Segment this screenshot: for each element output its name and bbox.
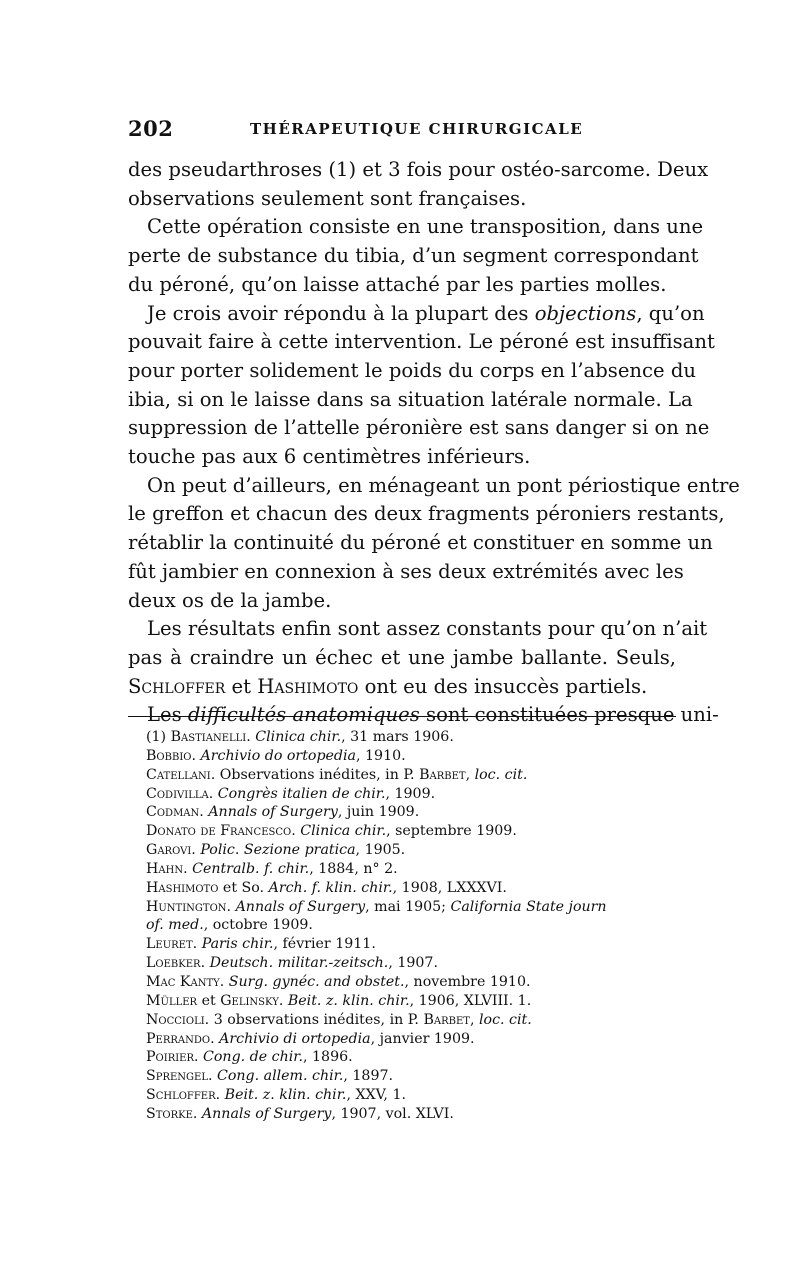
author-name: Schloffer <box>128 674 226 698</box>
text-fragment: 3 observations inédites, in P. <box>213 1011 424 1028</box>
footnote-entry <box>146 973 678 992</box>
text-line: touche pas aux 6 centimètres inférieurs. <box>128 445 531 469</box>
text-fragment: , 1897. <box>343 1068 394 1085</box>
text-fragment: , 1907. <box>388 955 438 972</box>
footnote-title: Paris chir. <box>201 936 274 953</box>
footnote-title: Centralb. f. chir. <box>192 860 310 877</box>
text-line: Les résultats enfin sont assez constants pour qu’on n’ait <box>147 617 708 641</box>
footnote-entry <box>146 1086 678 1105</box>
footnote-title: Annals of Surgery <box>201 1105 332 1122</box>
footnote-title: Congrès italien de chir. <box>217 785 386 802</box>
text-line <box>128 673 676 702</box>
footnote-entry <box>146 728 678 747</box>
footnote-author: Perrando. <box>146 1030 215 1047</box>
footnote-author: Barbet <box>419 766 466 783</box>
footnote-author: Huntington. <box>146 898 232 915</box>
text-fragment: , juin 1909. <box>337 804 420 821</box>
emphasis: objections <box>534 301 637 325</box>
footnote-author: Noccioli. <box>146 1011 210 1028</box>
footnote-author: Schloffer. <box>146 1087 221 1104</box>
text-line: suppression de l’attelle péronière est sans danger si on ne <box>128 416 710 440</box>
footnote-entry <box>146 1030 678 1049</box>
footnote-title: California State journ <box>450 898 607 915</box>
footnote-title: loc. cit. <box>474 766 528 783</box>
footnote-title: Clinica chir. <box>300 823 387 840</box>
footnote-author: Bastianelli. <box>170 729 251 745</box>
footnote-marker: (1) <box>146 729 171 745</box>
text-fragment: , 1910. <box>356 747 406 764</box>
footnote-entry <box>146 841 678 860</box>
text-fragment: , 1896. <box>303 1049 353 1066</box>
text-fragment: , <box>469 1011 479 1028</box>
footnote-author: Poirier. <box>146 1049 199 1066</box>
footnote-author: Codivilla. <box>146 785 214 802</box>
text-fragment: et So. <box>218 879 269 896</box>
page-header <box>128 116 676 144</box>
footnote-title: Arch. f. klin. chir. <box>268 879 393 896</box>
running-title: THÉRAPEUTIQUE CHIRURGICALE <box>250 120 584 138</box>
footnote-title: Deutsch. militar.-zeitsch. <box>209 955 389 972</box>
footnote-author: Donato de Francesco. <box>146 823 296 840</box>
text-line: pas à craindre un échec et une jambe ballante. Seuls, <box>128 645 676 669</box>
text-line <box>128 300 705 329</box>
footnote-entry <box>146 766 678 785</box>
text-line: des pseudarthroses (1) et 3 fois pour ostéo-sarcome. Deux <box>128 158 709 181</box>
paragraph-1 <box>128 156 709 213</box>
footnote-entry <box>146 879 678 898</box>
footnote-title: Archivio di ortopedia <box>219 1030 371 1047</box>
text-line: deux os de la jambe. <box>128 588 332 612</box>
footnote-author: Codman. <box>146 804 204 821</box>
footnote-author: Loebker. <box>146 955 206 972</box>
text-line: du péroné, qu’on laisse attaché par les parties molles. <box>128 272 667 296</box>
text-fragment: , XXV, 1. <box>346 1087 406 1104</box>
footnote-title: Beit. z. klin. chir. <box>287 992 410 1009</box>
footnote-entry <box>146 1048 678 1067</box>
footnote-author: Hashimoto <box>146 879 219 896</box>
paragraph-4 <box>128 472 740 616</box>
footnote-author: Barbet <box>423 1011 470 1028</box>
footnote-author: Leuret. <box>146 936 198 953</box>
footnote-author: Sprengel. <box>146 1068 213 1085</box>
text-fragment: , octobre 1909. <box>203 917 313 934</box>
footnote-author: Mac Kanty. <box>146 973 225 990</box>
text-line: observations seulement sont françaises. <box>128 186 527 210</box>
text-line: On peut d’ailleurs, en ménageant un pont périostique entre <box>147 473 740 497</box>
text-fragment: , 1909. <box>385 785 436 802</box>
text-line: rétablir la continuité du péroné et constituer en somme un <box>128 531 713 555</box>
text-line: ibia, si on le laisse dans sa situation latérale normale. La <box>128 387 693 411</box>
footnote-title: Annals of Surgery <box>235 898 366 915</box>
footnote-title: Cong. de chir. <box>203 1049 304 1066</box>
footnote-title: Archivio do ortopedia <box>200 747 357 764</box>
footnote-entry <box>146 1067 678 1086</box>
footnote-author: Hahn. <box>146 860 188 877</box>
text-fragment: Je crois avoir répondu à la plupart des <box>147 301 535 325</box>
text-fragment: , novembre 1910. <box>404 973 531 990</box>
footnote-title: Cong. allem. chir. <box>216 1068 344 1085</box>
text-fragment: ont eu des insuccès partiels. <box>358 674 648 698</box>
footnote-author: Catellani. <box>146 766 216 783</box>
text-fragment: , 1905. <box>355 842 406 859</box>
text-fragment: Les <box>147 703 188 727</box>
text-fragment: , 1907, vol. XLVI. <box>331 1105 454 1122</box>
footnote-title: Clinica chir. <box>255 729 342 745</box>
footnote-entry <box>146 747 678 766</box>
emphasis: difficultés anatomiques <box>187 703 420 727</box>
footnote-title: Surg. gynéc. and obstet. <box>228 973 405 990</box>
footnote-entry <box>146 954 678 973</box>
footnote-title: Beit. z. klin. chir. <box>224 1087 347 1104</box>
text-fragment: , février 1911. <box>273 936 376 953</box>
text-line: perte de substance du tibia, d’un segment correspondant <box>128 244 699 268</box>
text-fragment: , 1906, XLVIII. 1. <box>409 992 532 1009</box>
footnote-title: loc. cit. <box>478 1011 532 1028</box>
footnote-title: of. med. <box>146 917 204 934</box>
footnote-entry <box>146 803 678 822</box>
text-line: le greffon et chacun des deux fragments péroniers restants, <box>128 502 725 526</box>
text-line: pouvait faire à cette intervention. Le péroné est insuffisant <box>128 330 715 354</box>
text-fragment: , 1884, n° 2. <box>309 860 398 877</box>
footnote-entry <box>146 898 678 917</box>
footnote-author: Garovi. <box>146 842 196 859</box>
footnote-author: Storke. <box>146 1105 198 1122</box>
footnote-author: Gelinsky. <box>220 992 284 1009</box>
footnotes <box>146 728 678 1124</box>
footnote-title: Polic. Sezione pratica <box>200 842 356 859</box>
text-fragment: sont constituées presque uni- <box>419 703 719 727</box>
footnote-author: Bobbio. <box>146 747 196 764</box>
text-fragment: , mai 1905; <box>365 898 451 915</box>
footnote-entry <box>146 992 678 1011</box>
main-text <box>128 156 740 730</box>
footnote-entry <box>146 935 678 954</box>
text-fragment: , janvier 1909. <box>370 1030 475 1047</box>
text-line: pour porter solidement le poids du corps en l’absence du <box>128 358 697 382</box>
text-line: fût jambier en connexion à ses deux extrémités avec les <box>128 559 684 583</box>
footnote-author: Müller <box>146 992 198 1009</box>
text-fragment: Observations inédites, in P. <box>219 766 420 783</box>
footnote-entry <box>146 1105 678 1124</box>
text-fragment: , qu’on <box>636 301 705 325</box>
footnote-separator <box>128 716 676 717</box>
text-line: Cette opération consiste en une transposition, dans une <box>147 215 704 239</box>
paragraph-5 <box>128 615 708 701</box>
text-fragment: et <box>197 992 221 1009</box>
text-fragment: et <box>225 674 258 698</box>
footnote-entry <box>146 1011 678 1030</box>
footnote-entry <box>146 785 678 804</box>
text-fragment: , 1908, LXXXVI. <box>392 879 507 896</box>
footnote-entry <box>146 916 678 935</box>
paragraph-2 <box>128 213 704 299</box>
text-fragment: , septembre 1909. <box>386 823 517 840</box>
text-fragment: , 31 mars 1906. <box>341 729 454 745</box>
text-fragment: , <box>465 766 475 783</box>
footnote-entry <box>146 822 678 841</box>
paragraph-3 <box>128 300 715 472</box>
footnote-title: Annals of Surgery <box>208 804 338 821</box>
footnote-entry <box>146 860 678 879</box>
author-name: Hashimoto <box>257 674 359 698</box>
page-number: 202 <box>128 116 174 141</box>
